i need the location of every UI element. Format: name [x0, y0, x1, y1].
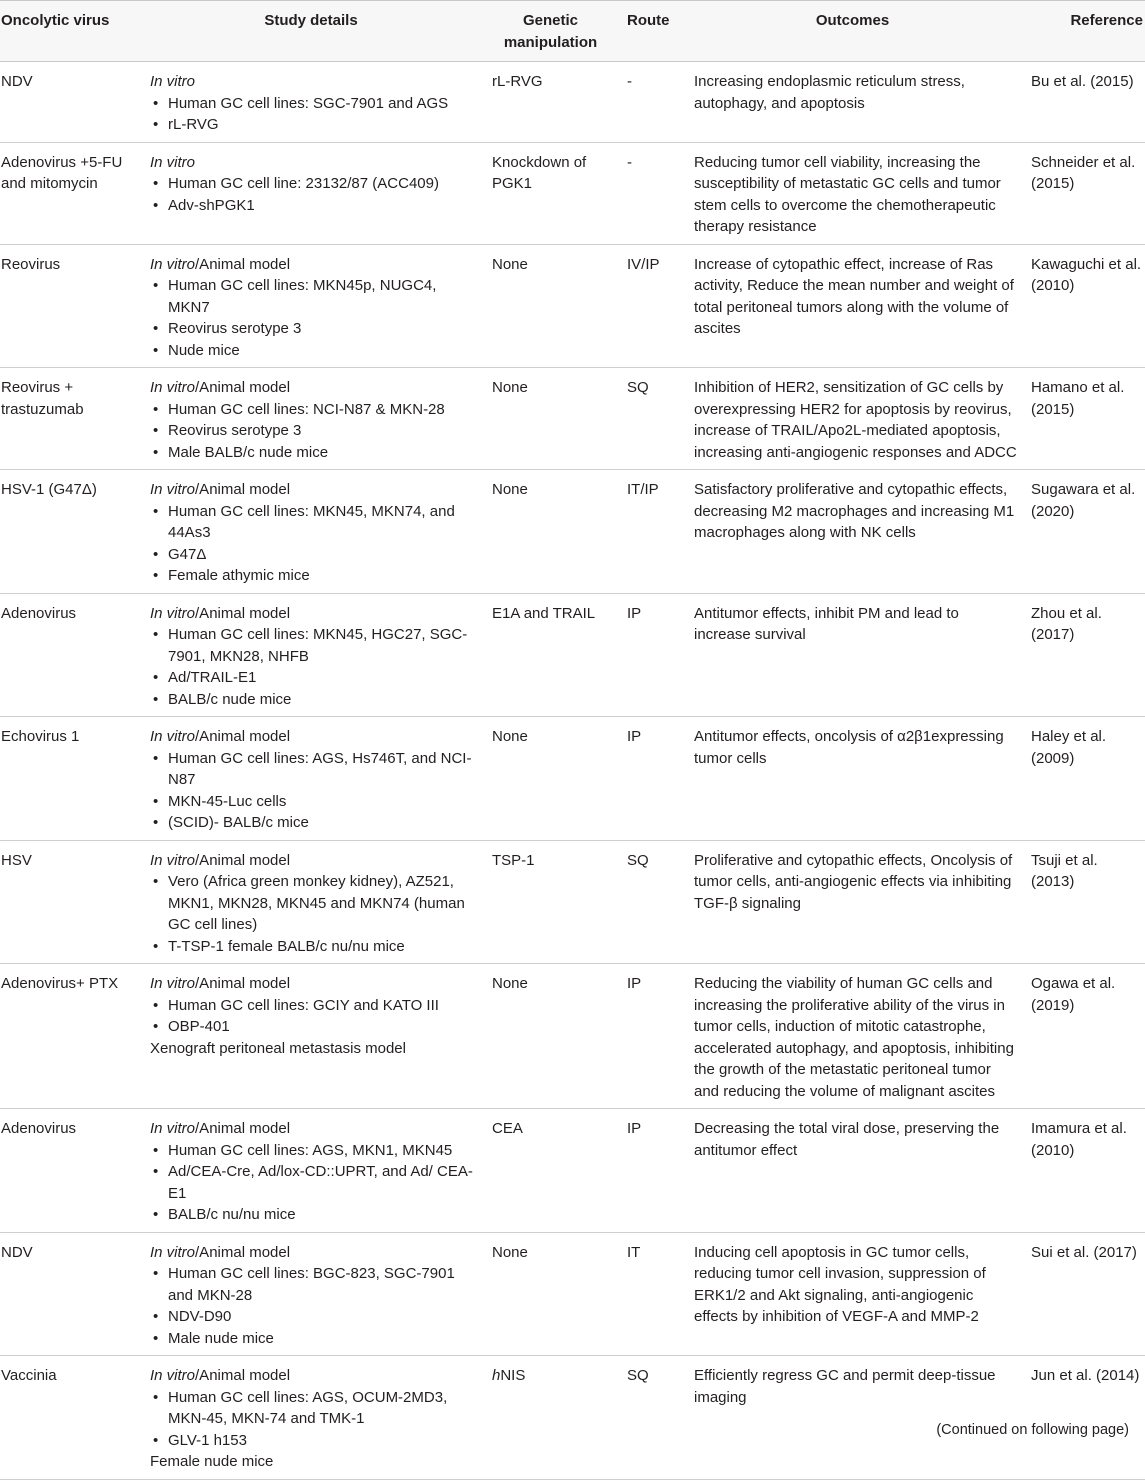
study-label-italic: In vitro: [150, 153, 196, 171]
study-bullet-item: • OBP-401: [150, 1016, 480, 1038]
study-bullet-item: • rL-RVG: [150, 114, 480, 136]
study-bullet-item: • Male BALB/c nude mice: [150, 442, 480, 464]
cell-reference: Bu et al. (2015): [1022, 62, 1145, 143]
genetic-manipulation-text: CEA: [492, 1120, 523, 1137]
cell-reference: Sui et al. (2017): [1022, 1232, 1145, 1356]
cell-route: SQ: [618, 368, 683, 470]
study-bullet-item: • Female athymic mice: [150, 565, 480, 587]
cell-outcomes: Reducing tumor cell viability, increasing the susceptibility of metastatic GC cells and tumor stem cells to overcome the chemotherapeutic therapy resistance: [683, 142, 1022, 244]
cell-study-details: [139, 1356, 483, 1480]
cell-reference: Haley et al. (2009): [1022, 717, 1145, 841]
genetic-manipulation-text: Knockdown of PGK1: [492, 153, 587, 192]
study-label: [150, 850, 480, 872]
study-bullet-item: • BALB/c nu/nu mice: [150, 1204, 480, 1226]
cell-study-details: [139, 840, 483, 964]
genetic-manipulation-text: TSP-1: [492, 851, 535, 869]
genetic-manipulation-text: NIS: [500, 1367, 526, 1384]
study-label-rest: /Animal model: [195, 255, 291, 273]
study-label: [150, 71, 480, 93]
cell-oncolytic-virus: Adenovirus+ PTX: [0, 964, 139, 1109]
study-label-italic: In vitro: [150, 1367, 196, 1384]
genetic-manipulation-text: None: [492, 481, 528, 498]
study-label: [150, 726, 480, 748]
study-label-rest: /Animal model: [195, 1120, 291, 1137]
cell-study-details: [139, 1232, 483, 1356]
study-label: [150, 152, 480, 174]
study-label-rest: /Animal model: [195, 1367, 291, 1384]
cell-study-details: [139, 368, 483, 470]
genetic-manipulation-text: None: [492, 1243, 528, 1261]
study-bullet-item: • Male nude mice: [150, 1328, 480, 1350]
cell-genetic-manipulation: [483, 964, 618, 1109]
header-study-details: Study details: [139, 1, 483, 62]
study-bullet-item: • (SCID)- BALB/c mice: [150, 812, 480, 834]
study-bullet-list: [150, 995, 480, 1038]
cell-study-details: [139, 1109, 483, 1233]
genetic-manipulation-text: None: [492, 379, 528, 396]
table-row: [0, 593, 1145, 717]
study-label-rest: /Animal model: [195, 975, 291, 992]
cell-genetic-manipulation: [483, 62, 618, 143]
study-bullet-list: [150, 748, 480, 834]
study-bullet-item: • Reovirus serotype 3: [150, 318, 480, 340]
cell-genetic-manipulation: [483, 593, 618, 717]
cell-genetic-manipulation: [483, 142, 618, 244]
cell-oncolytic-virus: Vaccinia: [0, 1356, 139, 1480]
study-label-italic: In vitro: [150, 975, 196, 992]
study-label-italic: In vitro: [150, 379, 196, 396]
study-label: [150, 479, 480, 501]
cell-route: IV/IP: [618, 244, 683, 368]
table-row: [0, 142, 1145, 244]
cell-route: SQ: [618, 1356, 683, 1480]
cell-route: SQ: [618, 840, 683, 964]
cell-study-details: [139, 470, 483, 594]
study-bullet-item: • Reovirus serotype 3: [150, 420, 480, 442]
cell-study-details: [139, 964, 483, 1109]
header-route: Route: [618, 1, 683, 62]
cell-oncolytic-virus: NDV: [0, 1232, 139, 1356]
table-body: [0, 62, 1145, 1480]
study-label: [150, 1118, 480, 1140]
cell-route: IP: [618, 593, 683, 717]
study-label-rest: /Animal model: [195, 1243, 291, 1261]
study-bullet-item: • Vero (Africa green monkey kidney), AZ521, MKN1, MKN28, MKN45 and MKN74 (human GC cell lines): [150, 871, 480, 936]
cell-route: IP: [618, 1109, 683, 1233]
study-extra-note: Female nude mice: [150, 1453, 274, 1470]
study-bullet-item: • Human GC cell lines: BGC-823, SGC-7901 and MKN-28: [150, 1263, 480, 1306]
cell-reference: Schneider et al. (2015): [1022, 142, 1145, 244]
cell-outcomes: Inhibition of HER2, sensitization of GC cells by overexpressing HER2 for apoptosis by reovirus, increase of TRAIL/Apo2L-mediated apoptosis, increasing anti-angiogenic responses and ADCC: [683, 368, 1022, 470]
cell-genetic-manipulation: [483, 1109, 618, 1233]
header-reference: Reference: [1022, 1, 1145, 62]
study-label-italic: In vitro: [150, 1120, 196, 1137]
cell-oncolytic-virus: HSV-1 (G47Δ): [0, 470, 139, 594]
study-bullet-item: • Human GC cell lines: NCI-N87 & MKN-28: [150, 399, 480, 421]
study-label-rest: /Animal model: [195, 379, 291, 396]
cell-oncolytic-virus: Reovirus: [0, 244, 139, 368]
cell-oncolytic-virus: NDV: [0, 62, 139, 143]
cell-reference: Tsuji et al. (2013): [1022, 840, 1145, 964]
table-row: [0, 840, 1145, 964]
study-bullet-list: [150, 871, 480, 957]
study-bullet-item: • Human GC cell lines: MKN45p, NUGC4, MKN7: [150, 275, 480, 318]
study-bullet-list: [150, 93, 480, 136]
study-label: [150, 254, 480, 276]
study-bullet-list: [150, 1263, 480, 1349]
study-bullet-item: • Adv-shPGK1: [150, 195, 480, 217]
cell-outcomes: Reducing the viability of human GC cells and increasing the proliferative ability of the virus in tumor cells, induction of mitotic catastrophe, accelerated autophagy, and apoptosis, inhibiting the growth of the metastatic peritoneal tumor and reducing the volume of malignant ascites: [683, 964, 1022, 1109]
study-bullet-list: [150, 1140, 480, 1226]
study-bullet-item: • T-TSP-1 female BALB/c nu/nu mice: [150, 936, 480, 958]
study-bullet-list: [150, 501, 480, 587]
cell-route: IT/IP: [618, 470, 683, 594]
study-bullet-item: • Human GC cell line: 23132/87 (ACC409): [150, 173, 480, 195]
cell-reference: Ogawa et al. (2019): [1022, 964, 1145, 1109]
table-header-row: [0, 1, 1145, 62]
table-row: [0, 62, 1145, 143]
study-label-rest: /Animal model: [195, 481, 291, 498]
cell-study-details: [139, 62, 483, 143]
cell-outcomes: Increase of cytopathic effect, increase of Ras activity, Reduce the mean number and weight of total peritoneal tumors along with the volume of ascites: [683, 244, 1022, 368]
study-label-italic: In vitro: [150, 481, 196, 498]
study-bullet-item: • Human GC cell lines: AGS, Hs746T, and NCI-N87: [150, 748, 480, 791]
study-bullet-item: • Nude mice: [150, 340, 480, 362]
study-bullet-item: • MKN-45-Luc cells: [150, 791, 480, 813]
cell-outcomes: Proliferative and cytopathic effects, Oncolysis of tumor cells, anti-angiogenic effects via inhibiting TGF-β signaling: [683, 840, 1022, 964]
cell-route: IP: [618, 717, 683, 841]
study-label-italic: In vitro: [150, 604, 196, 622]
cell-reference: Kawaguchi et al. (2010): [1022, 244, 1145, 368]
header-genetic-manipulation: Genetic manipulation: [483, 1, 618, 62]
cell-oncolytic-virus: Echovirus 1: [0, 717, 139, 841]
study-bullet-list: [150, 624, 480, 710]
study-label-italic: In vitro: [150, 73, 196, 90]
cell-oncolytic-virus: Adenovirus: [0, 593, 139, 717]
study-label-italic: In vitro: [150, 851, 196, 869]
continued-note: (Continued on following page): [936, 1422, 1129, 1438]
study-label: [150, 377, 480, 399]
cell-reference: Jun et al. (2014): [1022, 1356, 1145, 1480]
cell-oncolytic-virus: Adenovirus +5-FU and mitomycin: [0, 142, 139, 244]
study-bullet-item: • Human GC cell lines: MKN45, MKN74, and 44As3: [150, 501, 480, 544]
cell-outcomes: Decreasing the total viral dose, preserving the antitumor effect: [683, 1109, 1022, 1233]
study-label: [150, 973, 480, 995]
cell-genetic-manipulation: [483, 244, 618, 368]
cell-study-details: [139, 593, 483, 717]
study-label-rest: /Animal model: [195, 851, 291, 869]
study-bullet-item: • Ad/TRAIL-E1: [150, 667, 480, 689]
study-bullet-item: • GLV-1 h153: [150, 1430, 480, 1452]
study-label: [150, 1365, 480, 1387]
cell-route: -: [618, 62, 683, 143]
cell-route: -: [618, 142, 683, 244]
study-bullet-item: • Human GC cell lines: GCIY and KATO III: [150, 995, 480, 1017]
cell-genetic-manipulation: [483, 717, 618, 841]
table-row: [0, 1109, 1145, 1233]
study-bullet-list: [150, 275, 480, 361]
genetic-manipulation-text: None: [492, 255, 528, 273]
table-row: [0, 717, 1145, 841]
cell-genetic-manipulation: [483, 1356, 618, 1480]
study-bullet-item: • Human GC cell lines: SGC-7901 and AGS: [150, 93, 480, 115]
cell-reference: Imamura et al. (2010): [1022, 1109, 1145, 1233]
study-bullet-item: • Human GC cell lines: AGS, MKN1, MKN45: [150, 1140, 480, 1162]
cell-study-details: [139, 717, 483, 841]
cell-outcomes: Satisfactory proliferative and cytopathic effects, decreasing M2 macrophages and increasing M1 macrophages along with NK cells: [683, 470, 1022, 594]
genetic-manipulation-italic: h: [492, 1367, 501, 1384]
cell-outcomes: Antitumor effects, oncolysis of α2β1expressing tumor cells: [683, 717, 1022, 841]
study-bullet-item: • Ad/CEA-Cre, Ad/lox-CD::UPRT, and Ad/ CEA-E1: [150, 1161, 480, 1204]
study-label: [150, 603, 480, 625]
study-label-rest: /Animal model: [195, 728, 291, 745]
genetic-manipulation-text: None: [492, 728, 528, 745]
genetic-manipulation-text: rL-RVG: [492, 73, 543, 90]
study-bullet-item: • G47Δ: [150, 544, 480, 566]
cell-outcomes: Inducing cell apoptosis in GC tumor cells, reducing tumor cell invasion, suppression of ERK1/2 and Akt signaling, anti-angiogenic effects by inhibition of VEGF-A and MMP-2: [683, 1232, 1022, 1356]
study-label-rest: /Animal model: [195, 604, 291, 622]
study-label-italic: In vitro: [150, 728, 196, 745]
cell-oncolytic-virus: HSV: [0, 840, 139, 964]
study-bullet-item: • NDV-D90: [150, 1306, 480, 1328]
cell-reference: Sugawara et al. (2020): [1022, 470, 1145, 594]
cell-study-details: [139, 142, 483, 244]
study-bullet-list: [150, 399, 480, 464]
cell-oncolytic-virus: Reovirus + trastuzumab: [0, 368, 139, 470]
table-row: [0, 1232, 1145, 1356]
study-label-italic: In vitro: [150, 255, 196, 273]
cell-genetic-manipulation: [483, 368, 618, 470]
cell-study-details: [139, 244, 483, 368]
study-bullet-list: [150, 173, 480, 216]
table-row: [0, 1356, 1145, 1480]
cell-route: IT: [618, 1232, 683, 1356]
cell-genetic-manipulation: [483, 470, 618, 594]
study-label: [150, 1242, 480, 1264]
cell-route: IP: [618, 964, 683, 1109]
cell-outcomes: Efficiently regress GC and permit deep-tissue imaging: [683, 1356, 1022, 1480]
cell-outcomes: Antitumor effects, inhibit PM and lead to increase survival: [683, 593, 1022, 717]
cell-genetic-manipulation: [483, 1232, 618, 1356]
genetic-manipulation-text: E1A and TRAIL: [492, 604, 596, 622]
study-bullet-item: • Human GC cell lines: AGS, OCUM-2MD3, MKN-45, MKN-74 and TMK-1: [150, 1387, 480, 1430]
cell-genetic-manipulation: [483, 840, 618, 964]
header-outcomes: Outcomes: [683, 1, 1022, 62]
cell-reference: Hamano et al. (2015): [1022, 368, 1145, 470]
table-row: [0, 964, 1145, 1109]
study-label-italic: In vitro: [150, 1243, 196, 1261]
cell-outcomes: Increasing endoplasmic reticulum stress, autophagy, and apoptosis: [683, 62, 1022, 143]
table-row: [0, 368, 1145, 470]
header-oncolytic-virus: Oncolytic virus: [0, 1, 139, 62]
table-row: [0, 470, 1145, 594]
genetic-manipulation-text: None: [492, 975, 528, 992]
cell-oncolytic-virus: Adenovirus: [0, 1109, 139, 1233]
study-bullet-item: • BALB/c nude mice: [150, 689, 480, 711]
study-extra-note: Xenograft peritoneal metastasis model: [150, 1039, 406, 1057]
table-row: [0, 244, 1145, 368]
cell-reference: Zhou et al. (2017): [1022, 593, 1145, 717]
study-bullet-item: • Human GC cell lines: MKN45, HGC27, SGC-7901, MKN28, NHFB: [150, 624, 480, 667]
study-bullet-list: [150, 1387, 480, 1452]
